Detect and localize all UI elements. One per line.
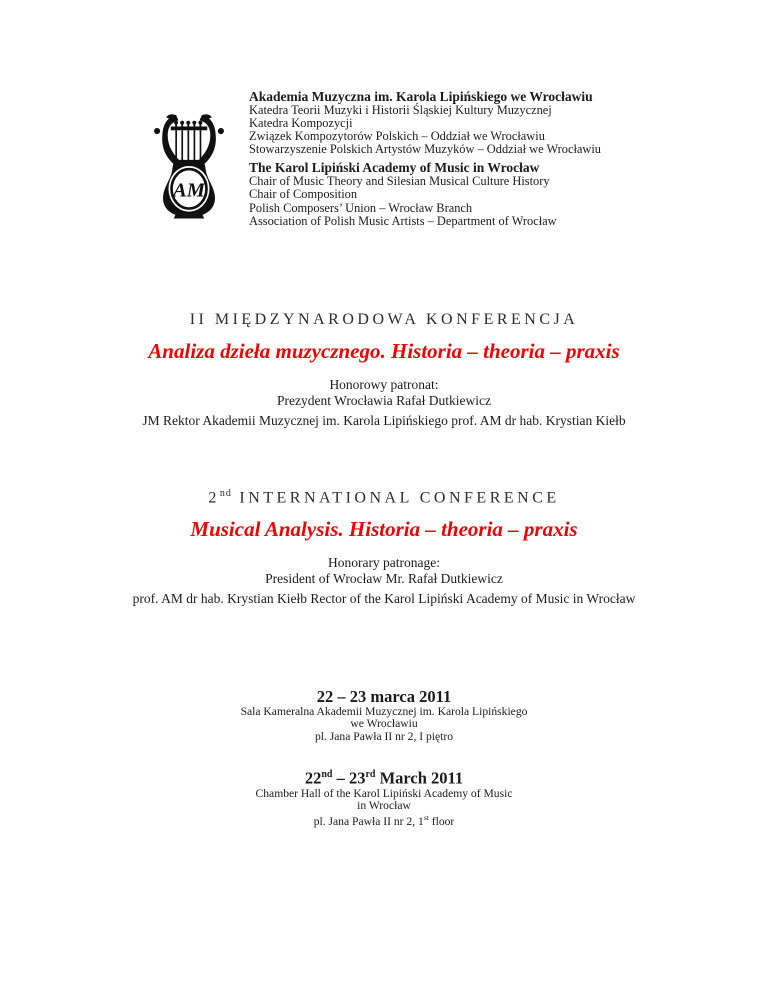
heading-rest: INTERNATIONAL CONFERENCE [231, 489, 560, 507]
org-line: Katedra Kompozycji [249, 116, 353, 131]
event-venue-line: Chamber Hall of the Karol Lipiński Academy of Music [255, 786, 513, 800]
floor-ordinal: st [423, 813, 429, 823]
org-title-english: The Karol Lipiński Academy of Music in Wrocław [249, 160, 540, 176]
date-ordinal2: rd [365, 769, 376, 780]
venue-address: pl. Jana Pawła II nr 2, 1 [313, 815, 424, 829]
patronage-block-english [0, 555, 768, 586]
patron-name-polish: Prezydent Wrocławia Rafał Dutkiewicz [277, 392, 491, 408]
conference-heading-english [0, 488, 768, 507]
org-block-polish [249, 90, 719, 156]
conference-title-polish: Analiza dzieła muzycznego. Historia – theoria – praxis [148, 339, 620, 363]
org-line: Polish Composers’ Union – Wrocław Branch [249, 200, 473, 215]
patronage-block-polish [0, 377, 768, 408]
conference-section-polish [0, 311, 768, 429]
logo-monogram: AM [173, 179, 205, 202]
org-line: Związek Kompozytorów Polskich – Oddział we Wrocławiu [249, 129, 545, 144]
org-block-english [249, 161, 719, 227]
date-day1: 22 [304, 768, 322, 788]
event-venue-line: in Wrocław [357, 798, 411, 812]
org-line: Stowarzyszenie Polskich Artystów Muzyków – Oddział we Wrocławiu [249, 142, 601, 157]
org-line: Katedra Teorii Muzyki i Historii Śląskiej Kultury Muzycznej [249, 103, 552, 117]
org-title-polish: Akademia Muzyczna im. Karola Lipińskiego we Wrocławiu [249, 89, 593, 104]
date-month-year: March 2011 [375, 768, 464, 788]
academy-logo [151, 97, 227, 235]
rector-line-polish: JM Rektor Akademii Muzycznej im. Karola Lipińskiego prof. AM dr hab. Krystian Kiełb [142, 413, 626, 428]
conference-title-english: Musical Analysis. Historia – theoria – praxis [190, 517, 578, 542]
event-date-polish: 22 – 23 marca 2011 [316, 687, 452, 706]
rector-line-english: prof. AM dr hab. Krystian Kiełb Rector of the Karol Lipiński Academy of Music in Wrocław [132, 591, 636, 607]
org-line: Chair of Composition [249, 187, 358, 202]
lyre-icon [151, 97, 227, 235]
org-line: Chair of Music Theory and Silesian Musical Culture History [249, 174, 550, 189]
patronage-label-english: Honorary patronage: [327, 555, 441, 571]
patronage-label-polish: Honorowy patronat: [329, 377, 439, 392]
date-separator-day2: – 23 [332, 768, 366, 788]
event-venue-line [0, 812, 768, 828]
org-header [249, 90, 719, 233]
event-block-polish [0, 687, 768, 743]
event-venue-line: pl. Jana Pawła II nr 2, I piętro [314, 729, 454, 743]
date-ordinal1: nd [321, 769, 333, 780]
event-venue-line: we Wrocławiu [350, 717, 418, 731]
event-venue-line: Sala Kameralna Akademii Muzycznej im. Karola Lipińskiego [240, 705, 528, 718]
heading-number: 2 [208, 489, 220, 507]
patron-name-english: President of Wrocław Mr. Rafał Dutkiewicz [265, 570, 503, 586]
event-block-english [0, 765, 768, 829]
heading-ordinal-suffix: nd [219, 488, 232, 499]
floor-word: floor [428, 815, 455, 829]
conference-section-english [0, 488, 768, 607]
event-date-english [0, 765, 768, 788]
conference-heading-polish: II MIĘDZYNARODOWA KONFERENCJA [189, 311, 579, 328]
org-line: Association of Polish Music Artists – Department of Wrocław [249, 213, 557, 228]
